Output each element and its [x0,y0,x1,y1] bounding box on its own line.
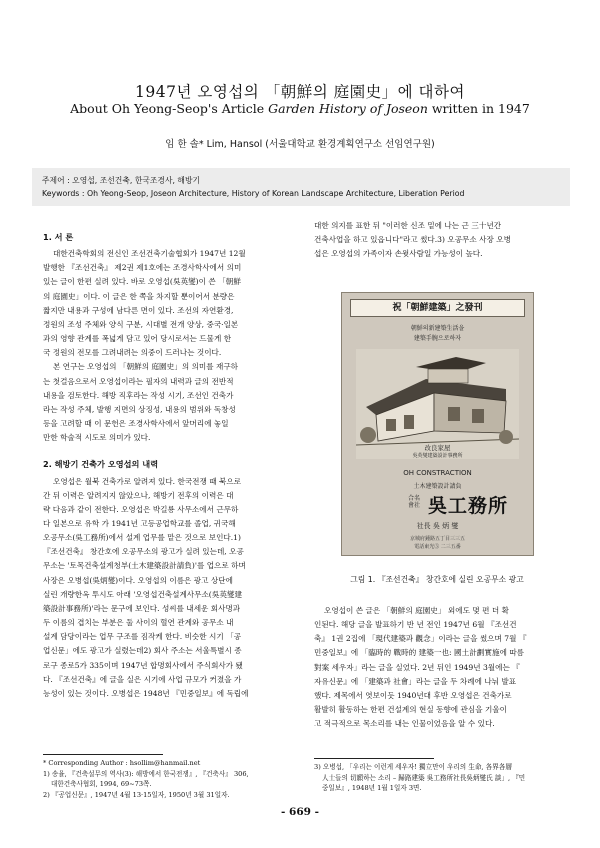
text-line: 발행한 『조선건축』 제2권 제1호에는 조경사학사에서 의미 [43,263,242,273]
text-line: 과의 영향 관계를 폭넓게 담고 있어 당시로서는 드물게 한 [43,334,232,344]
text-line: 두 이름의 겹치는 부분은 둘 사이의 혈연 관계와 공무소 내 [43,618,234,628]
text-line: 섭은 오영섭의 가족이자 손윗사람일 가능성이 높다. [314,249,483,259]
footnote-3: 3) 오병섭, 「우리는 이런게 세우자! 獨立만이 우리의 生命, 各界各層 [314,763,513,771]
text-line: 간 뒤 이력은 알려지지 않았으나, 해방기 전후의 이력은 대 [43,490,234,500]
text-line: 무소는 '토목건축설계청부(土木建築設計請負)'를 업으로 하며 [43,561,246,571]
company-phone: 電話東光⑤ 二三五番 [414,544,461,550]
text-line: 설계 담당이라는 업무 구조를 짐작케 한다. 비슷한 시기 「공 [43,632,242,642]
text-line: 업신문」에도 광고가 실렸는데2) 회사 주소는 서울특별시 종 [43,646,242,656]
text-line: 다 일본으로 유학 가 1941년 고등공업학교를 졸업, 귀국해 [43,518,236,528]
company-english-name: OH CONSTRACTION [403,469,472,477]
text-line: 사장은 오병섭(吳炳燮)이다. 오영섭의 이름은 광고 상단에 [43,575,233,585]
page-number: - 669 - [281,806,319,818]
text-line: 자유신문』에 「建築과 社會」라는 글을 두 차례에 나눠 발표 [314,676,517,686]
text-line: 본 연구는 오영섭의 「朝鮮의 庭園史」의 의미를 재구하 [53,362,239,372]
english-title-post: written in 1947 [427,101,530,116]
footnote-3-cont2: 중일보』, 1948년 1월 1일자 3면. [322,784,422,792]
text-line: 대한건축학회의 전신인 조선건축기술협회가 1947년 12월 [53,249,246,259]
text-line: 만한 학술적 시도로 의미가 있다. [43,433,151,443]
text-line: 의 庭園史」이다. 이 글은 한 쪽을 차지할 뿐이어서 분량은 [43,291,235,301]
company-address: 京城府鍾路五丁目三三五 [409,536,465,542]
figure-subline-1: 朝鮮의新建築生活을 [410,325,465,332]
english-title [0,101,600,116]
right-column-bottom [314,604,560,731]
intro-paragraph-1 [43,247,286,360]
text-line: 다. 『조선건축』에 글을 실은 시기에 사업 규모가 커졌을 가 [43,674,242,684]
text-line: 라는 작성 주체, 발행 지면의 상징성, 내용의 범위와 독창성 [43,404,236,414]
figure-headline: 祝「朝鮮建築」之發刊 [350,299,525,317]
drawing-label: 改良家屋 [424,444,451,452]
english-title-italic: Garden History of Joseon [268,101,428,116]
section-heading-architect: 2. 해방기 건축가 오영섭의 내력 [43,459,159,470]
intro-paragraph-2 [43,360,286,445]
company-business: 土木建築設計請負 [413,483,462,490]
text-line: 내용을 검토한다. 해방 직후라는 작성 시기, 조선인 건축가 [43,390,234,400]
text-line: 『조선건축』 창간호에 오공무소의 광고가 실려 있는데, 오공 [43,547,244,557]
company-president: 社長 吳 炳 燮 [416,522,459,530]
english-title-pre: About Oh Yeong-Seop's Article [70,101,269,116]
architect-paragraph [43,475,286,702]
text-line: 로구 종로5가 335이며 1947년 합명회사에서 주식회사가 됐 [43,660,243,670]
text-line: 정원의 조성 주체와 양식 구분, 시대별 전개 양상, 중국·일본 [43,319,239,329]
text-line: 오공무소(吳工務所)에서 설계 업무를 맡은 것으로 보인다.1) [43,533,241,543]
text-line: 능성이 있는 것이다. 오병섭은 1948년 『민중일보』에 독립에 [43,688,249,698]
text-line: 오영섭이 쓴 글은 「朝鮮의 庭園史」 외에도 몇 편 더 확 [324,606,509,615]
footnotes-right [314,762,564,794]
company-firm-name: 吳工務所 [428,495,509,517]
footnote-3-cont: 人士들의 切願하는 소리 – 歸路建築 吳工務所社長吳炳燮氏 談」, 『민 [322,773,526,782]
text-line: 실린 개량한옥 투시도 아래 '오영섭건축설계사무소(吳英燮建 [43,589,243,599]
left-column [43,230,286,701]
text-line: 는 첫걸음으로서 오영섭이라는 필자의 내력과 글의 전반적 [43,376,234,386]
text-line: 築設計事務所)'라는 문구에 보인다. 성씨를 내세운 회사명과 [43,603,241,613]
text-line: 건축사업을 하고 있읍니다"라고 썼다.3) 오공무소 사장 오병 [314,235,511,245]
text-line: 對案 세우자」라는 글을 실었다. 2년 뒤인 1949년 3월에는 『 [314,662,520,672]
text-line: 오영섭은 월북 건축가로 알려져 있다. 한국전쟁 때 북으로 [53,476,242,486]
right-column-top [314,219,560,261]
keywords-english: Keywords : Oh Yeong-Seop, Joseon Architecture, History of Korean Landscape Architecture, Liberation Period [42,189,465,198]
text-line: 고 적극적으로 목소리를 내는 인물이었음을 알 수 있다. [314,719,495,729]
author-line: 임 한 솔* Lim, Hansol (서울대학교 환경계획연구소 선임연구원) [165,139,435,150]
text-line: 략 다음과 같이 전한다. 오영섭은 박길룡 사무소에서 근무하 [43,504,239,514]
footnote-1: 1) 송율, 『건축설무의 역사(3): 해방에서 한국전쟁』, 『건축사』 306, [43,769,249,778]
text-line: 활발히 활동하는 한편 건설계의 현실 동향에 관심을 기울이 [314,705,507,715]
text-line: 했다. 제목에서 엿보이듯 1940년대 후반 오영섭은 건축가로 [314,690,512,700]
figure-caption: 그림 1. 『조선건축』 창간호에 실린 오공무소 광고 [350,575,524,584]
figure-subline-2: 建築手腕으로하자 [413,335,462,342]
text-line: 축』 1권 2집에 「現代建築과 觀念」이라는 글을 썼으며 7월 『 [314,634,527,644]
text-line: 민중일보』에 「臨時的 戰時的 建築一也: 國土計劃實施에 따름 [314,648,524,658]
footnote-rule-left [43,754,163,755]
text-line: 있는 글이 한편 실려 있다. 바로 오영섭(吳英燮)이 쓴 「朝鮮 [43,277,241,287]
company-type-stamp: 合名會社 [408,495,421,509]
text-line: 등을 고려할 때 이 문헌은 조경사학사에서 앞머리에 놓일 [43,419,229,429]
keyword-box [32,168,570,206]
text-line: 대한 의지를 표한 뒤 "이러한 신조 밑에 나는 근 三十년간 [314,221,502,230]
text-line: 짧지만 내용과 구성에 남다른 면이 있다. 조선의 자연환경, [43,305,234,315]
footnotes-left [43,758,293,800]
corresponding-author: * Corresponding Author : hsollim@hanmail.net [43,759,201,767]
text-line: 인된다. 해당 글을 발표하기 반 년 전인 1947년 6월 『조선건 [314,620,517,630]
keywords-korean: 주제어 : 오영섭, 조선건축, 한국조경사, 해방기 [42,176,201,185]
section-heading-intro: 1. 서 론 [43,232,74,242]
footnote-rule-right [314,758,434,759]
footnote-2: 2) 『공업신문』, 1947년 4월 13·15일자, 1950년 3월 31일자. [43,790,230,799]
drawing-label-small: 吳英燮建築設計事務所 [412,453,463,459]
footnote-1-cont: 대한건축사협회, 1994, 69~73쪽. [51,780,152,788]
text-line: 국 정원의 전모를 그려내려는 의중이 드러나는 것이다. [43,348,222,358]
advertisement-figure [341,292,534,556]
korean-title: 1947년 오영섭의 「朝鮮의 庭園史」에 대하여 [135,83,465,101]
